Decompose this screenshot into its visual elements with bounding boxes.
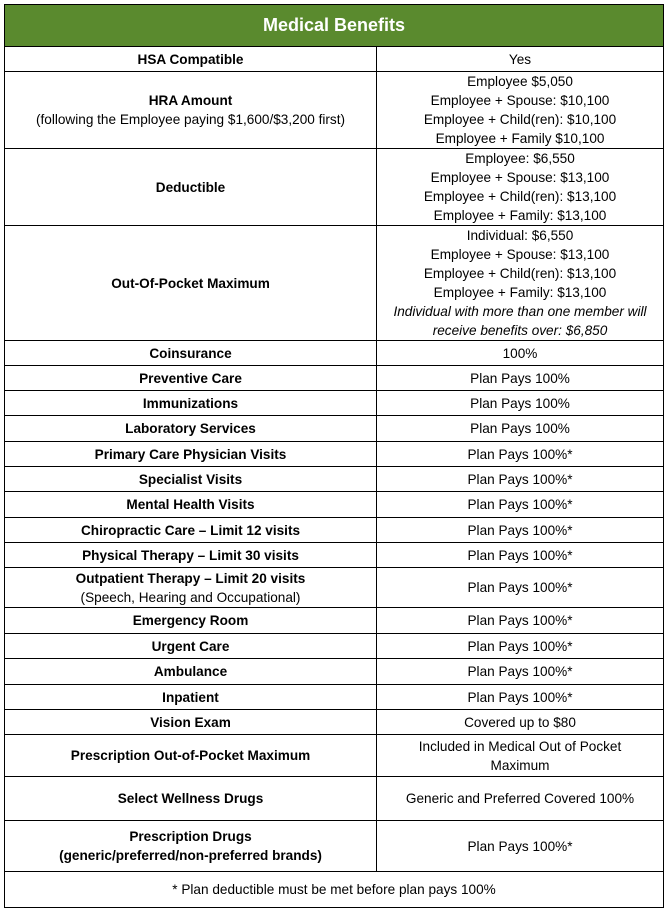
value-line: Employee + Family: $13,100: [433, 208, 607, 223]
value-note: receive benefits over: $6,850: [432, 323, 608, 338]
value-line: Maximum: [490, 757, 550, 773]
benefit-value: [377, 659, 664, 685]
benefit-label: [5, 492, 377, 518]
benefit-label: [5, 685, 377, 710]
benefit-label: [5, 518, 377, 543]
benefit-name: Inpatient: [162, 689, 219, 705]
benefit-value: [377, 821, 664, 872]
benefit-label: [5, 710, 377, 735]
benefit-name: Primary Care Physician Visits: [94, 446, 287, 462]
value-line: Employee + Child(ren): $10,100: [423, 112, 617, 127]
benefit-value: [377, 634, 664, 659]
benefit-name: Prescription Out-of-Pocket Maximum: [70, 748, 311, 763]
benefit-label: [5, 777, 377, 821]
benefit-label: [5, 608, 377, 634]
medical-benefits-table: [4, 4, 664, 908]
benefit-name: Specialist Visits: [138, 471, 243, 487]
benefit-name: Chiropractic Care – Limit 12 visits: [80, 522, 301, 538]
table-row: [5, 226, 664, 341]
benefit-name: HSA Compatible: [137, 51, 244, 67]
value-line: Yes: [508, 51, 532, 67]
benefit-value: [377, 777, 664, 821]
benefit-name: Physical Therapy – Limit 30 visits: [82, 547, 299, 563]
value-line: Plan Pays 100%*: [467, 613, 573, 628]
value-line: Plan Pays 100%*: [467, 580, 573, 595]
benefit-value: [377, 442, 664, 467]
value-line: Included in Medical Out of Pocket: [418, 738, 622, 754]
table-row: [5, 608, 664, 634]
table-row: [5, 543, 664, 568]
benefit-value: [377, 568, 664, 608]
benefit-label: [5, 735, 377, 777]
table-row: [5, 366, 664, 391]
table-row: [5, 777, 664, 821]
table-row: [5, 518, 664, 543]
value-line: Plan Pays 100%*: [467, 638, 573, 654]
value-line: Plan Pays 100%: [470, 421, 570, 436]
benefit-name: Ambulance: [153, 664, 228, 679]
value-line: Plan Pays 100%*: [467, 471, 573, 487]
value-line: Employee $5,050: [467, 74, 573, 89]
table-row: [5, 467, 664, 492]
value-line: Plan Pays 100%*: [467, 522, 573, 538]
footnote: * Plan deductible must be met before plan pays 100%: [5, 872, 664, 908]
table-row: [5, 659, 664, 685]
benefit-name: Deductible: [155, 179, 226, 195]
value-line: Individual: $6,550: [466, 228, 574, 243]
table-row: [5, 634, 664, 659]
benefit-label: [5, 366, 377, 391]
benefit-name: Prescription Drugs: [129, 829, 252, 844]
benefit-name: Outpatient Therapy – Limit 20 visits: [75, 570, 306, 586]
table-row: [5, 821, 664, 872]
benefit-label: [5, 416, 377, 442]
benefit-value: [377, 735, 664, 777]
benefit-value: [377, 391, 664, 416]
benefit-label: [5, 568, 377, 608]
benefit-value: [377, 518, 664, 543]
benefit-value: [377, 149, 664, 226]
benefit-subtitle: (Speech, Hearing and Occupational): [80, 589, 301, 605]
benefit-label: [5, 391, 377, 416]
value-line: Plan Pays 100%*: [467, 664, 573, 679]
benefit-value: [377, 366, 664, 391]
benefit-name: Preventive Care: [139, 370, 242, 386]
benefit-value: [377, 710, 664, 735]
value-line: Employee + Spouse: $13,100: [430, 247, 610, 262]
value-line: Plan Pays 100%*: [467, 547, 573, 563]
benefit-subtitle: (following the Employee paying $1,600/$3,200 first): [35, 112, 346, 127]
benefit-value: [377, 608, 664, 634]
table-row: [5, 72, 664, 149]
benefit-value: [377, 341, 664, 366]
benefit-name: Emergency Room: [132, 613, 249, 628]
benefit-value: [377, 47, 664, 72]
value-line: Plan Pays 100%*: [467, 497, 573, 512]
table-row: [5, 568, 664, 608]
benefit-label: [5, 659, 377, 685]
table-body: [5, 47, 664, 872]
benefit-label: [5, 821, 377, 872]
benefit-name: Out-Of-Pocket Maximum: [111, 275, 270, 291]
benefit-name: Coinsurance: [149, 345, 232, 361]
table-row: [5, 149, 664, 226]
benefit-value: [377, 685, 664, 710]
value-line: Plan Pays 100%: [470, 370, 570, 386]
value-line: Generic and Preferred Covered 100%: [405, 791, 635, 806]
benefit-value: [377, 543, 664, 568]
value-line: Plan Pays 100%*: [467, 689, 573, 705]
value-line: 100%: [502, 345, 538, 361]
benefit-label: [5, 149, 377, 226]
table-row: [5, 442, 664, 467]
value-line: Employee + Child(ren): $13,100: [423, 189, 617, 204]
benefit-name: HRA Amount: [148, 93, 233, 108]
benefit-label: [5, 543, 377, 568]
value-line: Employee + Child(ren): $13,100: [423, 266, 617, 281]
benefit-label: [5, 47, 377, 72]
table-row: [5, 492, 664, 518]
value-line: Plan Pays 100%*: [467, 838, 573, 854]
table-row: [5, 710, 664, 735]
benefits-table-container: [4, 4, 663, 908]
benefit-label: [5, 467, 377, 492]
value-line: Employee: $6,550: [465, 151, 575, 166]
benefit-value: [377, 416, 664, 442]
value-line: Employee + Family $10,100: [435, 131, 605, 146]
benefit-value: [377, 492, 664, 518]
benefit-label: [5, 634, 377, 659]
benefit-name: Urgent Care: [151, 638, 230, 654]
table-row: [5, 416, 664, 442]
table-title: Medical Benefits: [5, 5, 664, 47]
value-line: Employee + Spouse: $13,100: [430, 170, 610, 185]
benefit-name: Vision Exam: [150, 714, 231, 730]
table-row: [5, 47, 664, 72]
benefit-subtitle: (generic/preferred/non-preferred brands): [59, 848, 322, 863]
table-row: [5, 685, 664, 710]
benefit-label: [5, 226, 377, 341]
benefit-name: Laboratory Services: [125, 421, 256, 436]
benefit-label: [5, 72, 377, 149]
table-row: [5, 735, 664, 777]
value-line: Plan Pays 100%*: [467, 446, 573, 462]
table-row: [5, 341, 664, 366]
value-line: Covered up to $80: [464, 714, 576, 730]
benefit-name: Select Wellness Drugs: [117, 791, 264, 806]
benefit-name: Mental Health Visits: [126, 497, 255, 512]
benefit-value: [377, 467, 664, 492]
value-line: Plan Pays 100%: [470, 395, 570, 411]
value-line: Employee + Family: $13,100: [433, 285, 607, 300]
benefit-value: [377, 226, 664, 341]
benefit-value: [377, 72, 664, 149]
benefit-name: Immunizations: [142, 395, 239, 411]
value-note: Individual with more than one member will: [393, 304, 647, 319]
benefit-label: [5, 341, 377, 366]
benefit-label: [5, 442, 377, 467]
table-row: [5, 391, 664, 416]
value-line: Employee + Spouse: $10,100: [430, 93, 610, 108]
